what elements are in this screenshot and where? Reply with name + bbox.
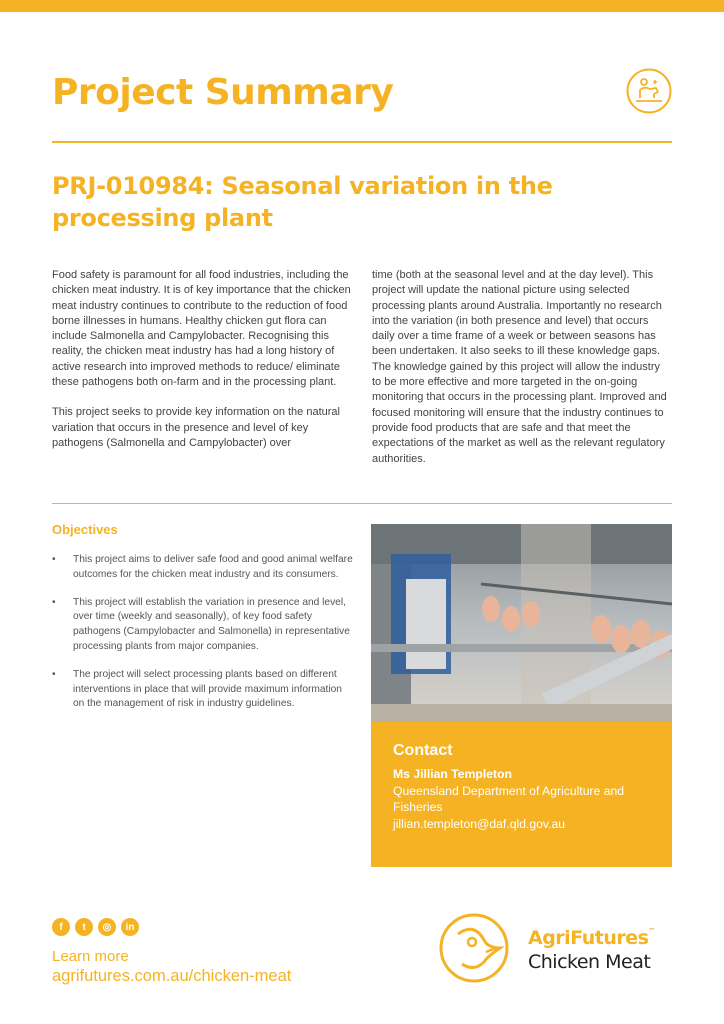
contact-title: Contact <box>393 742 453 759</box>
contact-email[interactable]: jillian.templeton@daf.qld.gov.au <box>393 816 566 831</box>
processing-plant-photo <box>371 524 672 722</box>
objective-text: This project aims to deliver safe food and good animal welfare outcomes for the chicken meat industry and its consumers. <box>73 554 353 580</box>
chicken-grid-icon <box>626 68 672 114</box>
intro-paragraph: This project seeks to provide key information on the natural variation that occurs in the presence and level of key pathogens (Salmonella and Campylobacter) over <box>52 406 340 449</box>
intro-column-left <box>52 268 352 466</box>
top-accent-bar <box>0 0 724 12</box>
brand-text: AgriFutures <box>528 927 649 949</box>
intro-paragraph: Food safety is paramount for all food industries, including the chicken meat industry. It is of key importance that the chicken meat industry continues to contribute to the reduction of food borne illnesses in humans. Healthy chicken gut flora can include Salmonella and Campylobacter. Recognising this reality, the chicken meat industry has had a long history of active research into improved methods to reduce/ eliminate these pathogens both on-farm and in the processing plant. <box>52 269 351 389</box>
brand-name <box>528 927 655 949</box>
project-heading: PRJ-010984: Seasonal variation in the processing plant <box>52 172 553 232</box>
bullet: • <box>52 554 56 565</box>
header-divider <box>52 141 672 143</box>
list-item <box>52 596 354 655</box>
page-title: Project Summary <box>52 72 394 113</box>
chicken-logo-icon <box>438 912 510 984</box>
objectives-list <box>52 553 354 725</box>
social-icons <box>52 918 139 936</box>
trademark: ™ <box>648 927 655 935</box>
contact-organisation: Queensland Department of Agriculture and Fisheries <box>393 783 625 814</box>
section-divider <box>52 503 672 504</box>
twitter-icon[interactable]: t <box>75 918 93 936</box>
intro-paragraph: time (both at the seasonal level and at the day level). This project will update the national picture using selected processing plants around Australia. Importantly no research into the variation (in both presence and level) that occurs daily over a time frame of a week or between seasons has been undertaken. It also seeks to ill these knowledge gaps. The knowledge gained by this project will allow the industry to be more effective and more targeted in the on-going monitoring that occurs in the processing plant. Improved and focused monitoring will ensure that the industry continues to provide food products that are safe and that meet the expectations of the market as well as the relevant regulatory authorities. <box>372 269 667 465</box>
website-link[interactable]: agrifutures.com.au/chicken-meat <box>52 967 292 985</box>
bullet: • <box>52 668 56 680</box>
list-item <box>52 553 354 583</box>
contact-box <box>371 722 672 867</box>
linkedin-icon[interactable]: in <box>121 918 139 936</box>
list-item <box>52 668 354 712</box>
objective-text: The project will select processing plants based on different interventions in place that will provide maximum information on the management of risk in industry guidelines. <box>73 668 342 710</box>
contact-name: Ms Jillian Templeton <box>393 767 512 781</box>
brand-subtitle: Chicken Meat <box>528 951 651 973</box>
facebook-icon[interactable]: f <box>52 918 70 936</box>
instagram-icon[interactable]: ◎ <box>98 918 116 936</box>
intro-column-right <box>372 268 672 482</box>
learn-more-label: Learn more <box>52 948 129 965</box>
objectives-title: Objectives <box>52 522 118 537</box>
objective-text: This project will establish the variation in presence and level, over time (weekly and seasonally), of key food safety pathogens (Campylobacter and Salmonella) in representative processing plants from major companies. <box>73 596 350 652</box>
bullet: • <box>52 596 56 608</box>
